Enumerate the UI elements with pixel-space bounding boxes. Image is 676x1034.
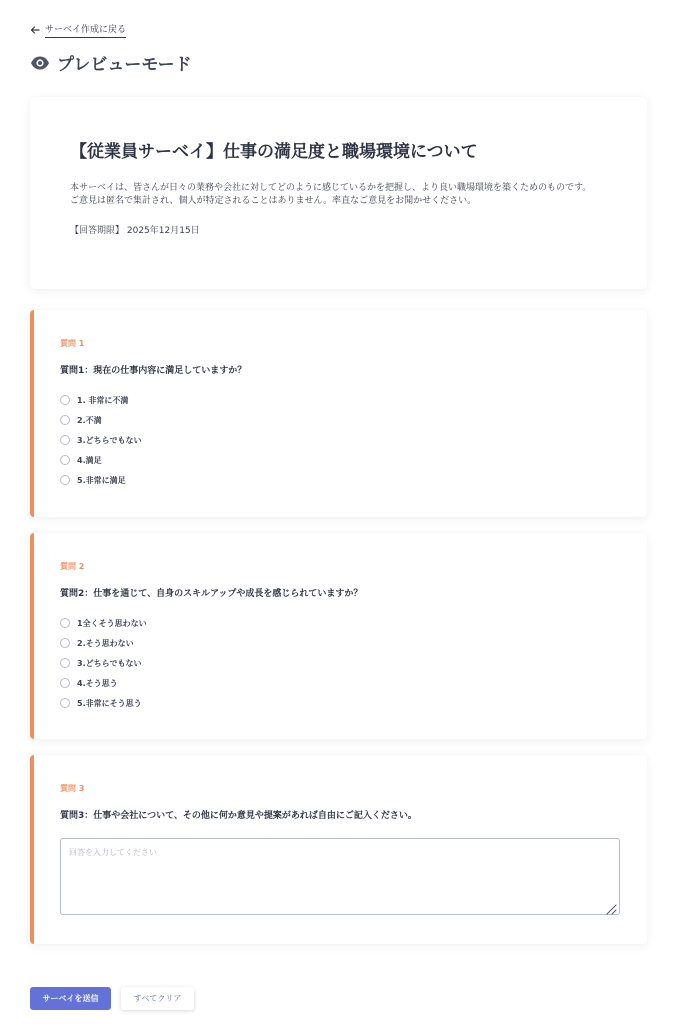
option-label: 3.どちらでもない — [77, 435, 142, 445]
question-card-3 — [30, 755, 647, 944]
radio-button[interactable] — [60, 415, 70, 425]
form-actions — [30, 987, 194, 1010]
radio-option[interactable] — [60, 470, 647, 490]
question-number: 質問 3 — [60, 784, 85, 793]
question-number: 質問 1 — [60, 339, 85, 348]
option-label: 2.そう思わない — [77, 638, 134, 648]
question-number: 質問 2 — [60, 562, 85, 571]
page-title-text: プレビューモード — [57, 55, 192, 75]
survey-header-card — [30, 97, 647, 289]
question-card-1 — [30, 310, 647, 517]
radio-option[interactable] — [60, 693, 647, 713]
submit-survey-button[interactable]: サーベイを送信 — [30, 987, 111, 1010]
radio-button[interactable] — [60, 455, 70, 465]
question-text: 質問3：仕事や会社について、その他に何か意見や提案があれば自由にご記入ください。 — [60, 811, 417, 821]
option-label: 1全くそう思わない — [77, 618, 147, 628]
option-label: 4.そう思う — [77, 678, 118, 688]
radio-button[interactable] — [60, 395, 70, 405]
radio-option[interactable] — [60, 450, 647, 470]
option-label: 4.満足 — [77, 455, 102, 465]
question-text: 質問1：現在の仕事内容に満足していますか？ — [60, 366, 247, 376]
back-to-survey-builder-link[interactable] — [30, 22, 126, 38]
radio-option[interactable] — [60, 633, 647, 653]
question-text: 質問2：仕事を通じて、自身のスキルアップや成長を感じられていますか？ — [60, 589, 363, 599]
free-text-answer-input[interactable] — [60, 838, 620, 915]
back-link-label: サーベイ作成に戻る — [45, 22, 126, 38]
survey-description-line: ご意見は匿名で集計され、個人が特定されることはありません。率直なご意見をお聞かせください。 — [70, 196, 477, 206]
radio-button[interactable] — [60, 698, 70, 708]
survey-description — [70, 182, 600, 208]
survey-deadline: 【回答期限】 2025年12月15日 — [70, 226, 200, 236]
radio-button[interactable] — [60, 658, 70, 668]
radio-group — [60, 390, 647, 490]
clear-all-button[interactable]: すべてクリア — [121, 987, 194, 1010]
option-label: 2.不満 — [77, 415, 102, 425]
answer-field-wrapper — [60, 838, 620, 915]
page-title — [30, 50, 192, 75]
option-label: 3.どちらでもない — [77, 658, 142, 668]
option-label: 5.非常に満足 — [77, 475, 126, 485]
radio-button[interactable] — [60, 618, 70, 628]
survey-description-line: 本サーベイは、皆さんが日々の業務や会社に対してどのように感じているかを把握し、より良い職場環境を築くためのものです。 — [70, 183, 592, 193]
radio-button[interactable] — [60, 475, 70, 485]
radio-option[interactable] — [60, 673, 647, 693]
eye-icon — [30, 55, 50, 71]
radio-group — [60, 613, 647, 713]
radio-button[interactable] — [60, 435, 70, 445]
radio-option[interactable] — [60, 410, 647, 430]
question-card-2 — [30, 533, 647, 739]
option-label: 5.非常にそう思う — [77, 698, 142, 708]
radio-option[interactable] — [60, 430, 647, 450]
arrow-left-icon — [30, 25, 40, 35]
option-label: 1. 非常に不満 — [77, 395, 129, 405]
radio-option[interactable] — [60, 390, 647, 410]
radio-button[interactable] — [60, 638, 70, 648]
radio-option[interactable] — [60, 613, 647, 633]
radio-button[interactable] — [60, 678, 70, 688]
survey-title: 【従業員サーベイ】仕事の満足度と職場環境について — [70, 142, 478, 162]
radio-option[interactable] — [60, 653, 647, 673]
